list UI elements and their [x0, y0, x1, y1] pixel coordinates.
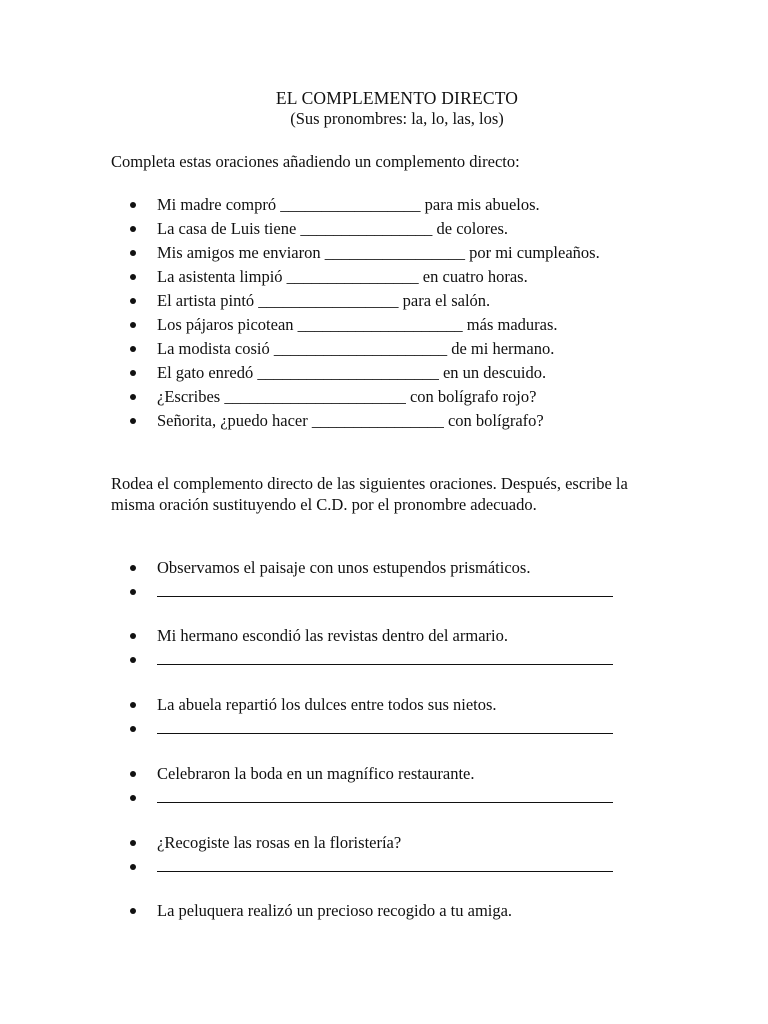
bullet-icon	[130, 226, 136, 232]
exercise2-item	[0, 899, 768, 923]
bullet-icon	[130, 771, 136, 777]
list-item	[0, 241, 600, 265]
exercise1-instruction: Completa estas oraciones añadiendo un complemento directo:	[111, 152, 520, 171]
sentence-row	[0, 762, 768, 786]
exercise2-item	[0, 693, 768, 741]
list-item	[0, 313, 600, 337]
answer-line[interactable]	[157, 802, 613, 803]
list-item	[0, 289, 600, 313]
bullet-icon	[130, 565, 136, 571]
answer-line[interactable]	[157, 596, 613, 597]
answer-row	[0, 648, 768, 672]
answer-row	[0, 717, 768, 741]
page-title: EL COMPLEMENTO DIRECTO	[275, 88, 519, 108]
sentence-text: La asistenta limpió ________________ en cuatro horas.	[157, 267, 528, 286]
answer-row	[0, 580, 768, 604]
sentence-text: Celebraron la boda en un magnífico restaurante.	[157, 764, 475, 783]
bullet-icon	[130, 394, 136, 400]
sentence-text: Observamos el paisaje con unos estupendos prismáticos.	[157, 558, 531, 577]
sentence-text: ¿Recogiste las rosas en la floristería?	[157, 833, 402, 852]
sentence-row	[0, 624, 768, 648]
answer-line[interactable]	[157, 733, 613, 734]
sentence-row	[0, 693, 768, 717]
list-item	[0, 409, 600, 433]
sentence-text: Los pájaros picotean ____________________ más maduras.	[157, 315, 558, 334]
sentence-text: ¿Escribes ______________________ con bolígrafo rojo?	[157, 387, 537, 406]
list-item	[0, 361, 600, 385]
sentence-text: Mi hermano escondió las revistas dentro del armario.	[157, 626, 508, 645]
bullet-icon	[130, 298, 136, 304]
list-item	[0, 337, 600, 361]
sentence-text: El gato enredó ______________________ en un descuido.	[157, 363, 547, 382]
sentence-text: La peluquera realizó un precioso recogido a tu amiga.	[157, 901, 513, 920]
bullet-icon	[130, 370, 136, 376]
sentence-text: Señorita, ¿puedo hacer ________________ con bolígrafo?	[157, 411, 544, 430]
bullet-icon	[130, 702, 136, 708]
bullet-icon	[130, 864, 136, 870]
sentence-row	[0, 831, 768, 855]
bullet-icon	[130, 908, 136, 914]
answer-line[interactable]	[157, 871, 613, 872]
sentence-text: La casa de Luis tiene ________________ de colores.	[157, 219, 508, 238]
exercise2-item	[0, 556, 768, 604]
bullet-icon	[130, 346, 136, 352]
bullet-icon	[130, 633, 136, 639]
bullet-icon	[130, 589, 136, 595]
bullet-icon	[130, 202, 136, 208]
bullet-icon	[130, 840, 136, 846]
sentence-row	[0, 556, 768, 580]
page-subtitle: (Sus pronombres: la, lo, las, los)	[290, 109, 504, 128]
list-item	[0, 217, 600, 241]
exercise1-list	[0, 193, 600, 433]
bullet-icon	[130, 322, 136, 328]
exercise2-item	[0, 831, 768, 879]
exercise2-item	[0, 762, 768, 810]
sentence-row	[0, 899, 768, 923]
sentence-text: El artista pintó _________________ para el salón.	[157, 291, 491, 310]
list-item	[0, 265, 600, 289]
bullet-icon	[130, 657, 136, 663]
exercise2-instruction: Rodea el complemento directo de las siguientes oraciones. Después, escribe la misma oración sustituyendo el C.D. por el pronombre adecuado.	[111, 474, 628, 514]
sentence-text: Mi madre compró _________________ para mis abuelos.	[157, 195, 540, 214]
list-item	[0, 385, 600, 409]
exercise2-item	[0, 624, 768, 672]
bullet-icon	[130, 250, 136, 256]
sentence-text: La abuela repartió los dulces entre todos sus nietos.	[157, 695, 497, 714]
answer-row	[0, 855, 768, 879]
sentence-text: La modista cosió _____________________ de mi hermano.	[157, 339, 555, 358]
answer-row	[0, 786, 768, 810]
sentence-text: Mis amigos me enviaron _________________ por mi cumpleaños.	[157, 243, 600, 262]
list-item	[0, 193, 600, 217]
bullet-icon	[130, 726, 136, 732]
bullet-icon	[130, 274, 136, 280]
bullet-icon	[130, 418, 136, 424]
answer-line[interactable]	[157, 664, 613, 665]
bullet-icon	[130, 795, 136, 801]
